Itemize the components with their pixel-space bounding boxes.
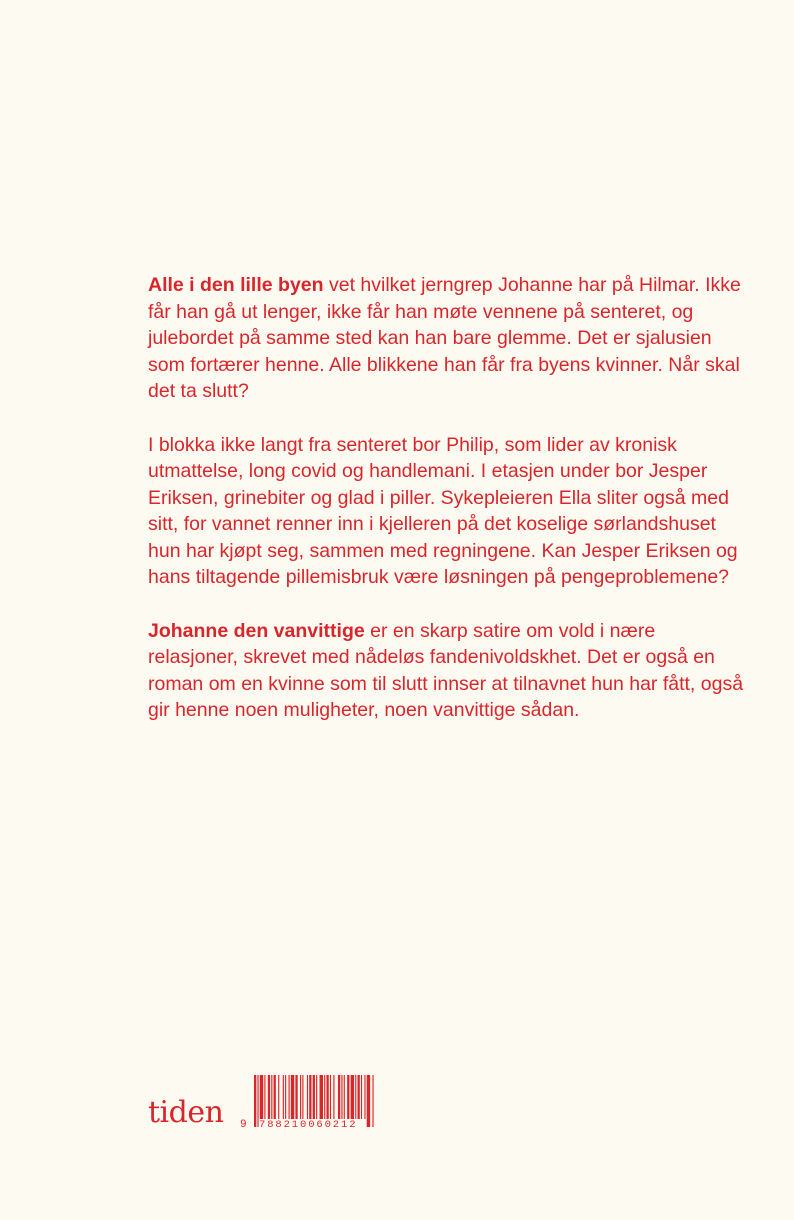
publisher-logo: tiden	[148, 1095, 224, 1130]
blurb-text-1: vet hvilket jerngrep Johanne har på Hilmar. Ikke får han gå ut lenger, ikke får han møte vennene på senteret, og julebordet på samme sted kan han bare glemme. Det er sjalusien som fortærer henne. Alle blikkene han får fra byens kvinner. Når skal det ta slutt?	[148, 274, 741, 402]
barcode-bar	[344, 1075, 345, 1119]
barcode-bar	[278, 1075, 279, 1119]
barcode-bar	[309, 1075, 311, 1119]
barcode-bar	[291, 1075, 294, 1119]
isbn-digits: 788210060212	[259, 1119, 358, 1131]
isbn-prefix: 9	[240, 1119, 247, 1131]
blurb-paragraph-2	[148, 432, 748, 591]
blurb-text-2: I blokka ikke langt fra senteret bor Philip, som lider av kronisk utmattelse, long covid og handlemani. I etasjen under bor Jesper Eriksen, grinebiter og glad i piller. Sykepleieren Ella sliter også med sitt, for vannet renner inn i kjelleren på det koselige sørlandshuset hun har kjøpt seg, sammen med regningene. Kan Jesper Eriksen og hans tiltagende pillemisbruk være løsningen på pengeproblemene?	[148, 433, 738, 588]
barcode-bar	[372, 1075, 373, 1127]
barcode-bar	[361, 1075, 362, 1119]
barcode-bar	[254, 1075, 256, 1127]
barcode-bar	[300, 1075, 301, 1119]
blurb-lead-3: Johanne den vanvittige	[148, 619, 365, 642]
barcode-bar	[320, 1075, 323, 1119]
blurb-paragraph-3	[148, 618, 748, 724]
barcode-bar	[289, 1075, 290, 1119]
barcode-bar	[295, 1075, 297, 1119]
blurb-paragraph-1	[148, 272, 748, 405]
barcode-bar	[302, 1075, 303, 1119]
barcode-bar	[351, 1075, 354, 1119]
barcode-bar	[367, 1075, 370, 1127]
barcode-bar	[347, 1075, 349, 1119]
barcode-bar	[341, 1075, 342, 1119]
barcode-bar	[285, 1075, 286, 1119]
barcode-bar	[264, 1075, 265, 1119]
barcode-bar	[260, 1075, 263, 1119]
barcode-bar	[364, 1075, 365, 1119]
barcode-bar	[326, 1075, 328, 1119]
barcode-bar	[333, 1075, 334, 1119]
barcode-bar	[271, 1075, 272, 1119]
blurb-lead-1: Alle i den lille byen	[148, 274, 324, 296]
barcode-bar	[283, 1075, 284, 1119]
barcode-bar	[330, 1075, 331, 1119]
barcode-bar	[274, 1075, 276, 1119]
barcode-bar	[307, 1075, 308, 1119]
blurb-text-3: er en skarp satire om vold i nære relasjoner, skrevet med nådeløs fandenivoldskhet. Det er også en roman om en kvinne som til slutt innser at tilnavnet hun har fått, også gir henne noen muligheter, noen vanvittige sådan.	[148, 619, 744, 721]
cover-footer	[148, 1070, 448, 1130]
barcode-bar	[338, 1075, 340, 1119]
barcode-bar	[358, 1075, 360, 1119]
isbn-barcode	[240, 1075, 415, 1131]
barcode-bar	[268, 1075, 270, 1119]
barcode-bar	[355, 1075, 356, 1119]
back-cover-blurb	[148, 272, 748, 751]
barcode-bar	[324, 1075, 325, 1119]
